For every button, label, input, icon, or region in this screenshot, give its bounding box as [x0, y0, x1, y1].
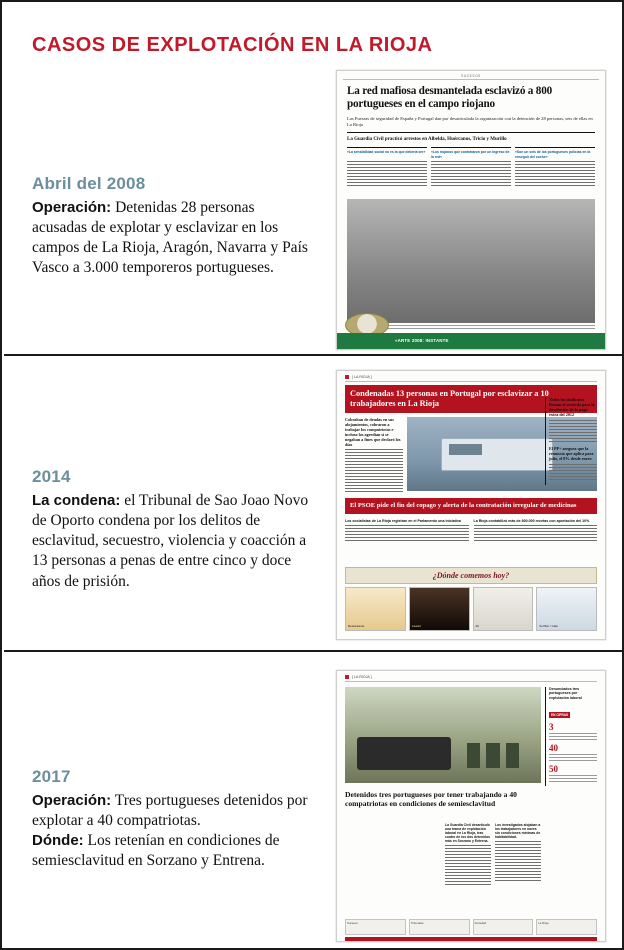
case-block-2014	[32, 467, 312, 592]
clipping-lower-columns	[345, 519, 597, 541]
clipping-section-bar	[345, 375, 597, 382]
clipping-stats-sidebar	[545, 687, 597, 786]
clipping-column	[495, 823, 541, 881]
advert-label: 26	[475, 624, 479, 628]
case-label: Operación:	[32, 199, 112, 216]
footer-box: Sociedad	[473, 919, 534, 935]
ad-banner-text: ¿Dónde comemos hoy?	[432, 571, 510, 580]
page-title: CASOS DE EXPLOTACIÓN EN LA RIOJA	[32, 34, 433, 56]
rule	[347, 132, 595, 133]
stat-desc	[549, 775, 597, 783]
clipping-column	[445, 823, 491, 885]
car-shape	[357, 737, 451, 770]
case-block-2017	[32, 767, 312, 872]
clipping-kicker: SUCESOS	[343, 71, 599, 80]
column-head: «Los riojanos que contrataron por un ingreso de la red»	[431, 150, 510, 159]
advert-label: Asador	[411, 624, 422, 628]
column-body	[431, 161, 511, 187]
stat-value: 50	[549, 763, 558, 774]
column-body	[474, 525, 598, 541]
section-label: [ LA RIOJA ]	[352, 375, 372, 379]
clipping-second-headline: El PSOE pide el fin del copago y alerta de la contratación irregular de medicinas	[350, 502, 577, 510]
advert-label: Restaurante	[348, 624, 365, 628]
column-head: La Guardia Civil desarticuló una trama de explotación laboral en La Rioja, tras cuatro de los dos detenidos más en Sorzano y Entrena.	[445, 823, 491, 844]
column-body	[445, 845, 491, 885]
column-body	[495, 841, 541, 881]
clipping-photo-main	[345, 687, 541, 783]
divider	[4, 650, 624, 652]
column-body	[347, 161, 427, 187]
case-year: 2017	[32, 767, 71, 786]
footer-box: Sucesos	[345, 919, 406, 935]
divider	[4, 354, 624, 356]
advert-tile	[345, 587, 406, 631]
advert-tile	[409, 587, 470, 631]
clipping-subhead: Las Fuerzas de seguridad de España y Portugal dan por desarticulada la organización con la detención de 28 personas, seis de ellas en La Rioja	[347, 116, 593, 128]
clipping-photo	[347, 199, 595, 323]
clipping-sidebar	[545, 397, 597, 485]
clipping-left-column	[345, 417, 403, 493]
sidebar-subhead: El PP+ asegura que la renuncia que aplica para julio, el 8% desde enero	[549, 446, 594, 462]
clipping-headline: Detenidos tres portugueses por tener trabajando a 40 compatriotas en condiciones de semiesclavitud	[345, 790, 517, 808]
case-label: Operación:	[32, 792, 112, 809]
column-head: Los socialistas de La Rioja registran en el Parlamento una iniciativa	[345, 518, 461, 523]
footer-box: Tribunales	[409, 919, 470, 935]
stat-desc	[549, 754, 597, 762]
case-body	[32, 198, 312, 279]
column-head: Cobraban de deudas en sus alojamientos, cobraron a trabajar los compatriotas e incluso los agredían si se negaban a fines que declaró los días	[345, 417, 401, 448]
column-body	[345, 525, 469, 541]
case-text: Tres portugueses detenidos por explotar a 40 compatriotas.	[32, 792, 308, 830]
figure-shape	[506, 743, 520, 768]
newspaper-clipping-2017	[336, 670, 606, 942]
case-year: 2014	[32, 467, 71, 486]
footer-box: La Rioja	[536, 919, 597, 935]
sidebar-body	[549, 420, 597, 442]
footer-red-rule	[345, 937, 597, 941]
advert-label: Sol Bar / Café	[539, 624, 558, 628]
case-label-secondary: Dónde:	[32, 832, 84, 850]
clipping-headline-wrap	[345, 791, 541, 808]
clipping-columns	[345, 823, 541, 903]
section-marker-icon	[345, 375, 349, 379]
column-head: Los investigados alojaban a los trabajadores en naves sin condiciones mínimas de habitabilidad.	[495, 823, 541, 840]
stat-value: 40	[549, 742, 558, 753]
clipping-column	[431, 147, 511, 187]
case-year: Abril del 2008	[32, 174, 146, 193]
case-text: Detenidas 28 personas acusadas de explotar y esclavizar en los campos de La Rioja, Aragón, Navarra y País Vasco a 3.000 temporeros portugueses.	[32, 199, 308, 277]
clipping-boldline: La Guardia Civil practicó arrestos en Albelda, Huércanos, Tricio y Murillo	[347, 137, 507, 143]
newspaper-clipping-2008	[336, 70, 606, 350]
section-label: [ LA RIOJA ]	[352, 675, 372, 679]
advert-tile	[536, 587, 597, 631]
clipping-column	[347, 147, 427, 187]
clipping-ad-banner	[345, 567, 597, 584]
stats-title: Denunciados tres portugueses por explotación laboral	[549, 687, 582, 700]
clipping-headline: La red mafiosa desmantelada esclavizó a 800 portugueses en el campo riojano	[347, 85, 552, 110]
clipping-column	[474, 519, 598, 541]
advert-tile	[473, 587, 534, 631]
clipping-column	[515, 147, 595, 187]
clipping-columns	[347, 147, 595, 187]
case-body	[32, 491, 312, 592]
clipping-green-banner	[337, 333, 605, 349]
section-marker-icon	[345, 675, 349, 679]
stats-label: EN CIFRAS	[551, 712, 569, 717]
column-head: «La sensibilidad social no es la que debería ser»	[347, 150, 426, 155]
figure-shape	[486, 743, 500, 768]
stat-value: 3	[549, 721, 554, 732]
case-block-2008	[32, 174, 312, 279]
clipping-section-bar	[345, 675, 597, 682]
case-text: el Tribunal de Sao Joao Novo de Oporto condena por los delitos de esclavitud, secuestro, violencia y coacción a 13 personas a penas de entre cinco y doce años de prisión.	[32, 492, 309, 590]
clipping-footer-boxes	[345, 919, 597, 935]
clipping-ads-row	[345, 587, 597, 631]
clipping-headline: Condenadas 13 personas en Portugal por esclavizar a 10 trabajadores en La Rioja	[350, 389, 549, 408]
figure-shape	[467, 743, 481, 768]
stat-desc	[549, 733, 597, 741]
case-body	[32, 791, 312, 872]
police-van-shape	[441, 438, 553, 471]
column-head: La Rioja contabilizó más de 800.000 recetas con aportación del 10%	[473, 518, 590, 523]
column-body	[515, 161, 595, 187]
column-body	[345, 449, 403, 493]
case-text-secondary: Los retenían en condiciones de semiesclavitud en Sorzano y Entrena.	[32, 832, 280, 870]
column-head: «Son un seis de los portugueses policías en la enseguir del coche»	[515, 150, 591, 159]
case-label: La condena:	[32, 492, 121, 509]
sidebar-body-2	[549, 464, 597, 482]
green-banner-text: «ARTE 2008: INSTANTE	[395, 338, 449, 343]
clipping-column	[345, 519, 469, 541]
clipping-second-headline-band	[345, 498, 597, 514]
sidebar-head: Todos los sindicatos firman el acuerdo para la devolución de la paga extra del 2012	[549, 397, 595, 418]
newspaper-clipping-2014	[336, 370, 606, 640]
